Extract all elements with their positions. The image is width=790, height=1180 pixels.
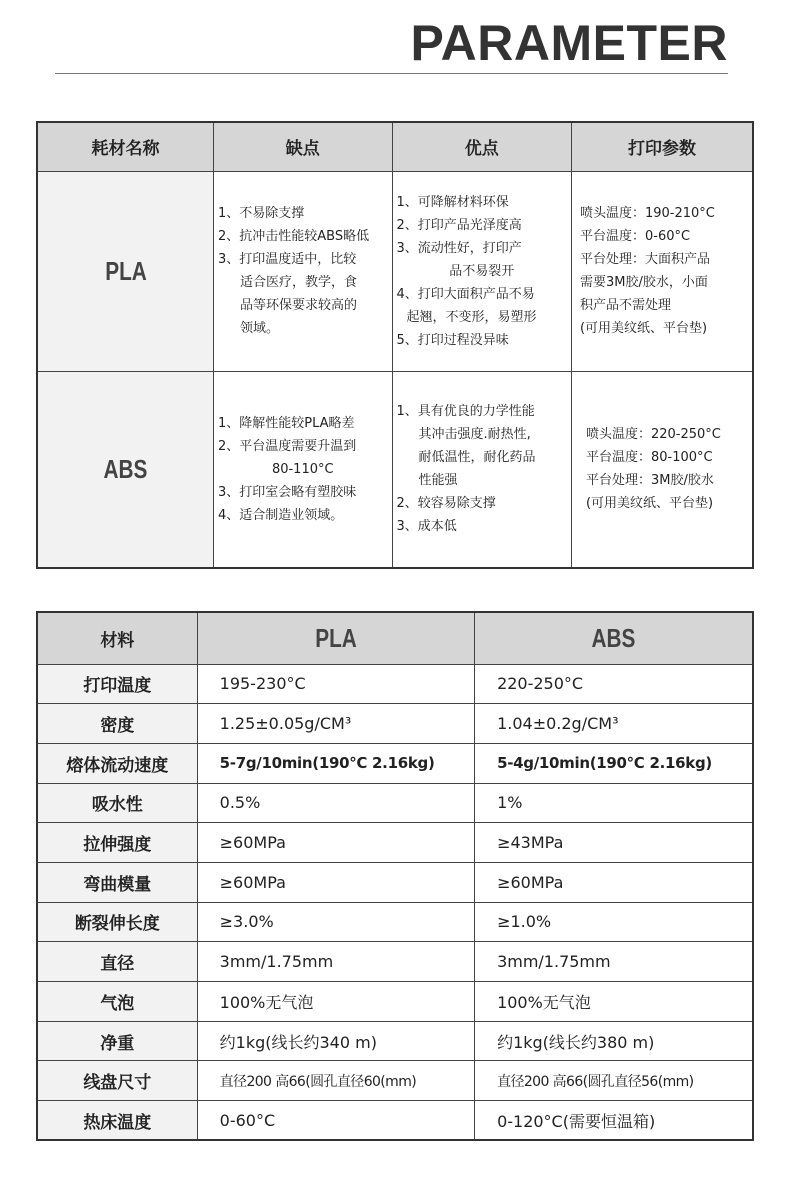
spec-row xyxy=(37,982,753,1022)
text-line: 1、可降解材料环保 xyxy=(396,194,509,210)
spec-label: 熔体流动速度 xyxy=(37,743,197,783)
text-line: 2、打印产品光泽度高 xyxy=(396,217,522,233)
table-row xyxy=(37,371,753,568)
text-line: 品等环保要求较高的 xyxy=(240,298,358,313)
spec-table xyxy=(36,611,754,1141)
pros-cell xyxy=(392,171,571,371)
text-line: 喷头温度：220-250°C xyxy=(585,427,721,443)
spec-row xyxy=(37,862,753,902)
spec-label: 气泡 xyxy=(37,982,197,1022)
text-line: 4、适合制造业领域。 xyxy=(218,507,344,523)
abs-value: ≥43MPa xyxy=(475,823,753,863)
pla-value: ≥3.0% xyxy=(197,902,474,942)
spec-label: 弯曲模量 xyxy=(37,862,197,902)
spec-row xyxy=(37,743,753,783)
spec-row xyxy=(37,664,753,704)
spec-label: 热床温度 xyxy=(37,1101,197,1141)
spec-label: 直径 xyxy=(37,942,197,982)
text-line: 领域。 xyxy=(240,321,280,336)
spec-label: 线盘尺寸 xyxy=(37,1061,197,1101)
title-divider xyxy=(55,73,728,74)
spec-label: 打印温度 xyxy=(37,664,197,704)
text-line: 品不易裂开 xyxy=(449,263,515,279)
text-line: 平台处理：大面积产品 xyxy=(579,252,710,267)
header-print-params: 打印参数 xyxy=(571,122,753,171)
text-line: 3、打印室会略有塑胶味 xyxy=(218,484,357,500)
spec-row xyxy=(37,1021,753,1061)
header-material-name: 耗材名称 xyxy=(37,122,214,171)
text-line: 3、流动性好，打印产 xyxy=(396,240,522,256)
text-line: 起翘，不变形，易塑形 xyxy=(406,309,537,325)
abs-value: 0-120°C(需要恒温箱) xyxy=(475,1101,753,1141)
text-line: (可用美纹纸、平台垫) xyxy=(579,321,708,336)
text-line: 1、具有优良的力学性能 xyxy=(396,404,535,420)
pla-value: 直径200 高66(圆孔直径60(mm) xyxy=(197,1061,474,1101)
spec-label: 净重 xyxy=(37,1021,197,1061)
text-line: 积产品不需处理 xyxy=(579,298,671,313)
cons-cell xyxy=(214,371,392,568)
text-line: 3、成本低 xyxy=(396,519,457,535)
abs-value: 100%无气泡 xyxy=(475,982,753,1022)
spec-row xyxy=(37,783,753,823)
params-cell xyxy=(571,371,753,568)
page-title: PARAMETER xyxy=(410,15,728,71)
cons-cell xyxy=(214,171,392,371)
abs-value: 1.04±0.2g/CM³ xyxy=(475,704,753,744)
text-line: 需要3M胶/胶水，小面 xyxy=(579,275,708,290)
spec-label: 吸水性 xyxy=(37,783,197,823)
material-name: ABS xyxy=(37,371,214,568)
abs-value: 5-4g/10min(190℃ 2.16kg) xyxy=(475,743,753,783)
text-line: 4、打印大面积产品不易 xyxy=(396,286,535,302)
abs-value: 约1kg(线长约380 m) xyxy=(475,1021,753,1061)
pla-value: 约1kg(线长约340 m) xyxy=(197,1021,474,1061)
pla-value: 195-230°C xyxy=(197,664,474,704)
abs-value: ≥60MPa xyxy=(475,862,753,902)
abs-value: ≥1.0% xyxy=(475,902,753,942)
abs-value: 220-250°C xyxy=(475,664,753,704)
pla-value: 100%无气泡 xyxy=(197,982,474,1022)
spec-row xyxy=(37,942,753,982)
pla-value: 1.25±0.05g/CM³ xyxy=(197,704,474,744)
text-line: 80-110°C xyxy=(271,461,334,477)
abs-value: 3mm/1.75mm xyxy=(475,942,753,982)
spec-row xyxy=(37,1061,753,1101)
text-line: 平台温度：0-60°C xyxy=(579,229,691,244)
spec-label: 密度 xyxy=(37,704,197,744)
text-line: 2、平台温度需要升温到 xyxy=(218,438,357,454)
text-line: 2、抗冲击性能较ABS略低 xyxy=(218,229,370,244)
material-name: PLA xyxy=(37,171,214,371)
pla-value: ≥60MPa xyxy=(197,862,474,902)
text-line: 适合医疗，教学，食 xyxy=(240,275,358,290)
text-line: 2、较容易除支撑 xyxy=(396,496,496,512)
text-line: 5、打印过程没异味 xyxy=(396,332,509,348)
header-pros: 优点 xyxy=(392,122,571,171)
comparison-table xyxy=(36,121,754,569)
text-line: (可用美纹纸、平台垫) xyxy=(585,496,714,512)
spec-label: 断裂伸长度 xyxy=(37,902,197,942)
abs-value: 1% xyxy=(475,783,753,823)
header-cons: 缺点 xyxy=(214,122,392,171)
table-row xyxy=(37,171,753,371)
params-cell xyxy=(571,171,753,371)
spec-row xyxy=(37,823,753,863)
spec-row xyxy=(37,704,753,744)
pla-value: ≥60MPa xyxy=(197,823,474,863)
abs-value: 直径200 高66(圆孔直径56(mm) xyxy=(475,1061,753,1101)
pla-value: 0-60°C xyxy=(197,1101,474,1141)
text-line: 平台温度：80-100°C xyxy=(585,450,713,466)
text-line: 平台处理：3M胶/胶水 xyxy=(585,473,714,489)
header-abs: ABS xyxy=(475,612,753,664)
header-pla: PLA xyxy=(197,612,474,664)
pla-value: 5-7g/10min(190℃ 2.16kg) xyxy=(197,743,474,783)
text-line: 1、不易除支撑 xyxy=(218,206,305,221)
pla-value: 3mm/1.75mm xyxy=(197,942,474,982)
spec-row xyxy=(37,902,753,942)
text-line: 1、降解性能较PLA略差 xyxy=(218,415,355,431)
text-line: 耐低温性，耐化药品 xyxy=(418,450,536,466)
pla-value: 0.5% xyxy=(197,783,474,823)
header-material: 材料 xyxy=(37,612,197,664)
spec-row xyxy=(37,1101,753,1141)
text-line: 其冲击强度.耐热性, xyxy=(418,427,531,443)
text-line: 喷头温度：190-210°C xyxy=(579,206,715,221)
text-line: 性能强 xyxy=(418,473,458,489)
text-line: 3、打印温度适中，比较 xyxy=(218,252,357,267)
pros-cell xyxy=(392,371,571,568)
spec-label: 拉伸强度 xyxy=(37,823,197,863)
